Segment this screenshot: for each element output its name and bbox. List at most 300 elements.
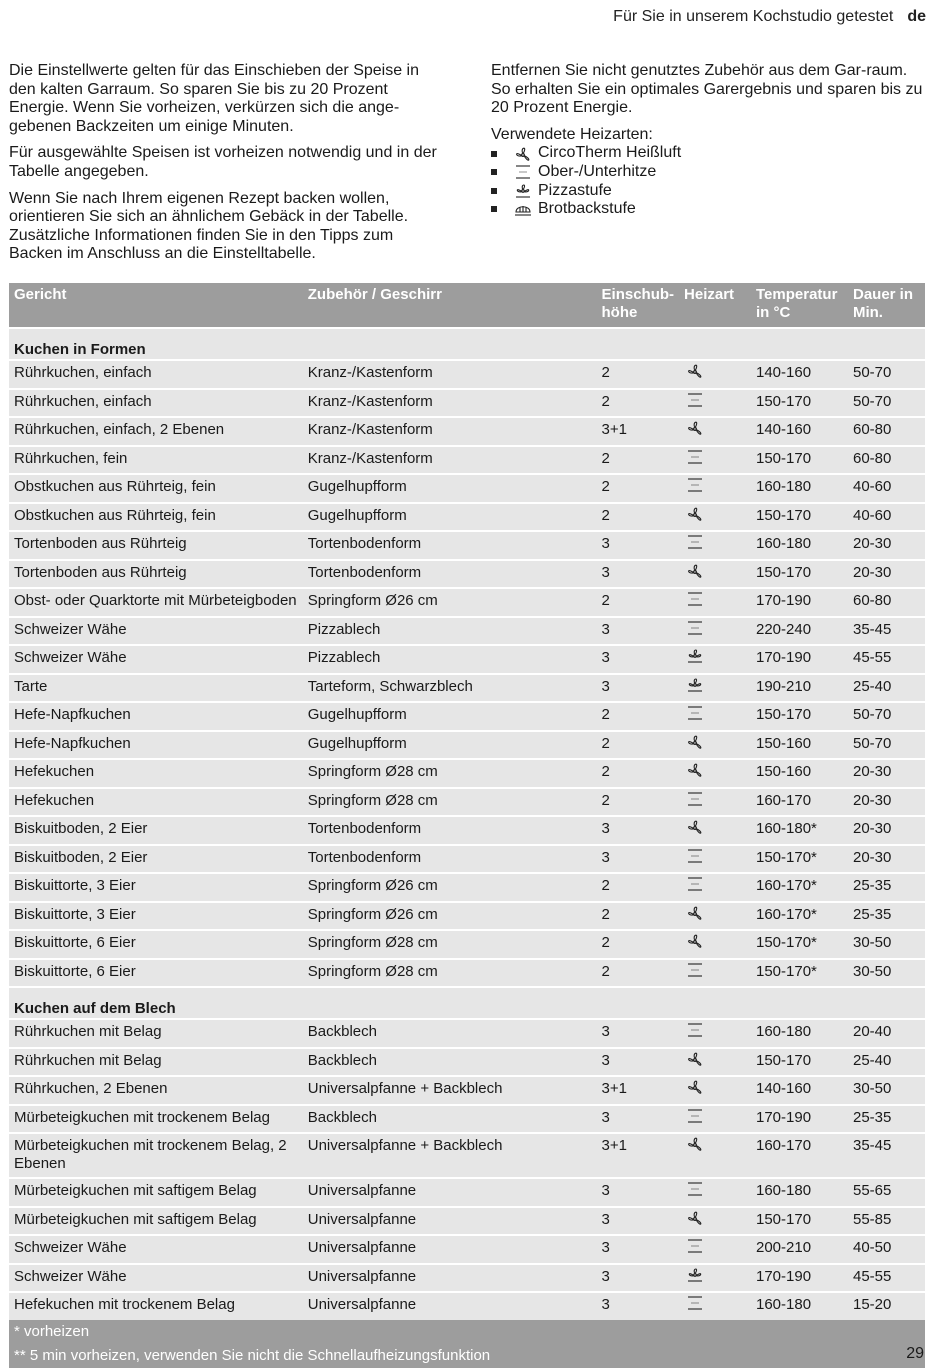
heating-cell	[679, 1019, 751, 1048]
duration-cell: 55-65	[848, 1178, 925, 1207]
temperature-cell: 150-170	[751, 1048, 848, 1077]
duration-cell: 25-35	[848, 873, 925, 902]
level-cell: 3	[597, 816, 680, 845]
accessory-cell: Tortenbodenform	[303, 560, 597, 589]
column-header-level: Einschub-höhe	[597, 283, 680, 328]
accessory-cell: Springform Ø26 cm	[303, 873, 597, 902]
duration-cell: 20-30	[848, 788, 925, 817]
accessory-cell: Springform Ø28 cm	[303, 930, 597, 959]
dish-cell: Hefekuchen	[9, 788, 303, 817]
duration-cell: 50-70	[848, 389, 925, 418]
level-cell: 3	[597, 845, 680, 874]
table-section-row	[9, 987, 925, 1019]
accessory-cell: Universalpfanne	[303, 1207, 597, 1236]
intro-paragraph: Wenn Sie nach Ihrem eigenen Rezept backen wollen, orientieren Sie sich an ähnlichem Gebäck in der Tabelle. Zusätzliche Informationen finden Sie in den Tipps zum Backen im Anschluss an die Einstelltabelle.	[9, 189, 409, 263]
accessory-cell: Backblech	[303, 1048, 597, 1077]
table-row	[9, 873, 925, 902]
temperature-cell: 150-170	[751, 503, 848, 532]
fan-icon	[684, 906, 704, 920]
temperature-cell: 200-210	[751, 1235, 848, 1264]
dish-cell: Biskuitboden, 2 Eier	[9, 816, 303, 845]
top-bottom-heat-icon	[684, 1296, 704, 1310]
duration-cell: 30-50	[848, 1076, 925, 1105]
level-cell: 2	[597, 702, 680, 731]
footnote-row	[9, 1320, 925, 1344]
table-row	[9, 930, 925, 959]
dish-cell: Hefe-Napfkuchen	[9, 702, 303, 731]
table-row	[9, 816, 925, 845]
accessory-cell: Universalpfanne	[303, 1292, 597, 1320]
intro-paragraph: Entfernen Sie nicht genutztes Zubehör aus dem Gar-raum. So erhalten Sie ein optimales Garergebnis und sparen bis zu 20 Prozent Energie.	[491, 62, 923, 117]
duration-cell: 35-45	[848, 1133, 925, 1178]
accessory-cell: Universalpfanne	[303, 1178, 597, 1207]
level-cell: 2	[597, 902, 680, 931]
heating-cell	[679, 702, 751, 731]
temperature-cell: 160-180*	[751, 816, 848, 845]
top-bottom-heat-icon	[684, 706, 704, 720]
duration-cell: 55-85	[848, 1207, 925, 1236]
dish-cell: Schweizer Wähe	[9, 645, 303, 674]
accessory-cell: Springform Ø26 cm	[303, 902, 597, 931]
duration-cell: 25-40	[848, 674, 925, 703]
fan-icon	[684, 934, 704, 948]
heating-types-title: Verwendete Heizarten:	[491, 125, 653, 143]
dish-cell: Tortenboden aus Rührteig	[9, 560, 303, 589]
level-cell: 3	[597, 1048, 680, 1077]
temperature-cell: 160-180	[751, 1292, 848, 1320]
accessory-cell: Kranz-/Kastenform	[303, 417, 597, 446]
duration-cell: 30-50	[848, 959, 925, 988]
duration-cell: 45-55	[848, 1264, 925, 1293]
level-cell: 2	[597, 731, 680, 760]
table-row	[9, 702, 925, 731]
duration-cell: 25-35	[848, 902, 925, 931]
fan-icon	[684, 1211, 704, 1225]
dish-cell: Biskuittorte, 6 Eier	[9, 959, 303, 988]
dish-cell: Rührkuchen, einfach	[9, 389, 303, 418]
temperature-cell: 150-170*	[751, 845, 848, 874]
table-row	[9, 788, 925, 817]
temperature-cell: 170-190	[751, 588, 848, 617]
bullet-icon	[491, 206, 497, 212]
duration-cell: 40-60	[848, 474, 925, 503]
heating-cell	[679, 1076, 751, 1105]
settings-table	[9, 283, 925, 1368]
table-header-row	[9, 283, 925, 328]
level-cell: 3	[597, 1019, 680, 1048]
table-row	[9, 503, 925, 532]
fan-icon	[684, 820, 704, 834]
temperature-cell: 220-240	[751, 617, 848, 646]
table-row	[9, 845, 925, 874]
heating-cell	[679, 1178, 751, 1207]
dish-cell: Obstkuchen aus Rührteig, fein	[9, 474, 303, 503]
temperature-cell: 150-170	[751, 702, 848, 731]
footnote: ** 5 min vorheizen, verwenden Sie nicht die Schnellaufheizungsfunktion	[9, 1344, 925, 1368]
heating-type-label: Brotbackstufe	[538, 200, 636, 218]
heating-cell	[679, 873, 751, 902]
duration-cell: 35-45	[848, 617, 925, 646]
accessory-cell: Tortenbodenform	[303, 845, 597, 874]
level-cell: 2	[597, 959, 680, 988]
duration-cell: 20-30	[848, 560, 925, 589]
dish-cell: Rührkuchen mit Belag	[9, 1048, 303, 1077]
top-bottom-heat-icon	[684, 535, 704, 549]
heating-type-item	[491, 144, 931, 163]
level-cell: 2	[597, 873, 680, 902]
dish-cell: Schweizer Wähe	[9, 1235, 303, 1264]
dish-cell: Rührkuchen, einfach, 2 Ebenen	[9, 417, 303, 446]
table-row	[9, 1264, 925, 1293]
page-number: 29	[906, 1345, 924, 1362]
dish-cell: Biskuittorte, 6 Eier	[9, 930, 303, 959]
heating-cell	[679, 446, 751, 475]
table-row	[9, 617, 925, 646]
level-cell: 3	[597, 1178, 680, 1207]
dish-cell: Obst- oder Quarktorte mit Mürbeteigboden	[9, 588, 303, 617]
heating-cell	[679, 1264, 751, 1293]
temperature-cell: 140-160	[751, 360, 848, 389]
heating-type-item	[491, 200, 931, 219]
heating-cell	[679, 1105, 751, 1134]
level-cell: 2	[597, 503, 680, 532]
top-bottom-heat-icon	[684, 877, 704, 891]
level-cell: 3	[597, 1264, 680, 1293]
footnote-row	[9, 1344, 925, 1368]
duration-cell: 40-60	[848, 503, 925, 532]
temperature-cell: 190-210	[751, 674, 848, 703]
temperature-cell: 150-160	[751, 759, 848, 788]
table-row	[9, 389, 925, 418]
dish-cell: Mürbeteigkuchen mit saftigem Belag	[9, 1207, 303, 1236]
level-cell: 3	[597, 645, 680, 674]
top-bottom-heat-icon	[684, 450, 704, 464]
duration-cell: 60-80	[848, 446, 925, 475]
duration-cell: 60-80	[848, 588, 925, 617]
fan-icon	[684, 1137, 704, 1151]
dish-cell: Mürbeteigkuchen mit trockenem Belag	[9, 1105, 303, 1134]
duration-cell: 20-30	[848, 845, 925, 874]
duration-cell: 30-50	[848, 930, 925, 959]
dish-cell: Rührkuchen, fein	[9, 446, 303, 475]
table-row	[9, 446, 925, 475]
level-cell: 3	[597, 560, 680, 589]
top-bottom-heat-icon	[684, 592, 704, 606]
heating-cell	[679, 503, 751, 532]
duration-cell: 20-30	[848, 531, 925, 560]
duration-cell: 25-35	[848, 1105, 925, 1134]
level-cell: 2	[597, 930, 680, 959]
bullet-icon	[491, 188, 497, 194]
level-cell: 3	[597, 1235, 680, 1264]
accessory-cell: Tarteform, Schwarzblech	[303, 674, 597, 703]
heating-cell	[679, 617, 751, 646]
top-bottom-heat-icon	[684, 963, 704, 977]
heating-cell	[679, 1292, 751, 1320]
pizza-icon	[684, 678, 704, 692]
duration-cell: 50-70	[848, 731, 925, 760]
heating-cell	[679, 560, 751, 589]
table-row	[9, 1178, 925, 1207]
column-header-temperature: Temperatur in °C	[751, 283, 848, 328]
table-row	[9, 731, 925, 760]
accessory-cell: Springform Ø28 cm	[303, 788, 597, 817]
heating-type-item	[491, 182, 931, 201]
heating-cell	[679, 759, 751, 788]
accessory-cell: Backblech	[303, 1019, 597, 1048]
fan-icon	[684, 763, 704, 777]
dish-cell: Obstkuchen aus Rührteig, fein	[9, 503, 303, 532]
accessory-cell: Pizzablech	[303, 645, 597, 674]
level-cell: 2	[597, 360, 680, 389]
duration-cell: 50-70	[848, 702, 925, 731]
pizza-icon	[514, 184, 532, 198]
top-bottom-heat-icon	[684, 1239, 704, 1253]
duration-cell: 20-40	[848, 1019, 925, 1048]
heating-cell	[679, 474, 751, 503]
fan-icon	[514, 147, 532, 161]
level-cell: 3	[597, 1207, 680, 1236]
heating-cell	[679, 816, 751, 845]
table-row	[9, 531, 925, 560]
table-row	[9, 588, 925, 617]
temperature-cell: 160-180	[751, 531, 848, 560]
fan-icon	[684, 421, 704, 435]
table-section-row	[9, 328, 925, 360]
bullet-icon	[491, 151, 497, 157]
intro-paragraph: Die Einstellwerte gelten für das Einschieben der Speise in den kalten Garraum. So sparen Sie bis zu 20 Prozent Energie. Wenn Sie vorheizen, verkürzen sich die ange-gebenen Backzeiten um einige Minuten.	[9, 62, 420, 135]
accessory-cell: Tortenbodenform	[303, 816, 597, 845]
level-cell: 3	[597, 617, 680, 646]
intro-right-column	[491, 62, 931, 219]
table-row	[9, 474, 925, 503]
temperature-cell: 160-180	[751, 1019, 848, 1048]
temperature-cell: 160-170	[751, 788, 848, 817]
table-row	[9, 674, 925, 703]
top-bottom-heat-icon	[684, 1109, 704, 1123]
dish-cell: Hefe-Napfkuchen	[9, 731, 303, 760]
level-cell: 3+1	[597, 1076, 680, 1105]
accessory-cell: Universalpfanne	[303, 1264, 597, 1293]
header-title: Für Sie in unserem Kochstudio getestet	[613, 8, 894, 25]
accessory-cell: Gugelhupfform	[303, 731, 597, 760]
temperature-cell: 160-170*	[751, 873, 848, 902]
duration-cell: 45-55	[848, 645, 925, 674]
heating-cell	[679, 1207, 751, 1236]
section-title: Kuchen auf dem Blech	[9, 987, 925, 1019]
fan-icon	[684, 364, 704, 378]
temperature-cell: 170-190	[751, 645, 848, 674]
column-header-heating: Heizart	[679, 283, 751, 328]
table-row	[9, 417, 925, 446]
temperature-cell: 150-170	[751, 446, 848, 475]
heating-cell	[679, 930, 751, 959]
level-cell: 2	[597, 759, 680, 788]
accessory-cell: Tortenbodenform	[303, 531, 597, 560]
temperature-cell: 140-160	[751, 1076, 848, 1105]
duration-cell: 20-30	[848, 816, 925, 845]
column-header-accessory: Zubehör / Geschirr	[303, 283, 597, 328]
temperature-cell: 150-170*	[751, 930, 848, 959]
top-bottom-heat-icon	[684, 1023, 704, 1037]
dish-cell: Mürbeteigkuchen mit saftigem Belag	[9, 1178, 303, 1207]
fan-icon	[684, 1052, 704, 1066]
accessory-cell: Universalpfanne + Backblech	[303, 1076, 597, 1105]
table-row	[9, 1105, 925, 1134]
table-row	[9, 1076, 925, 1105]
table-row	[9, 1292, 925, 1320]
temperature-cell: 150-170	[751, 1207, 848, 1236]
level-cell: 3	[597, 674, 680, 703]
level-cell: 2	[597, 446, 680, 475]
temperature-cell: 150-170	[751, 389, 848, 418]
table-row	[9, 560, 925, 589]
level-cell: 3+1	[597, 417, 680, 446]
top-bottom-heat-icon	[684, 478, 704, 492]
accessory-cell: Gugelhupfform	[303, 702, 597, 731]
footnote: * vorheizen	[9, 1320, 925, 1344]
heating-cell	[679, 845, 751, 874]
page-header	[613, 8, 926, 26]
table-row	[9, 959, 925, 988]
top-bottom-heat-icon	[684, 1182, 704, 1196]
temperature-cell: 160-170	[751, 1133, 848, 1178]
heating-type-label: Pizzastufe	[538, 181, 612, 199]
heating-cell	[679, 902, 751, 931]
temperature-cell: 170-190	[751, 1264, 848, 1293]
pizza-icon	[684, 649, 704, 663]
language-code: de	[907, 8, 926, 25]
heating-cell	[679, 674, 751, 703]
fan-icon	[684, 735, 704, 749]
level-cell: 3	[597, 1105, 680, 1134]
table-row	[9, 1207, 925, 1236]
dish-cell: Biskuittorte, 3 Eier	[9, 873, 303, 902]
accessory-cell: Kranz-/Kastenform	[303, 360, 597, 389]
fan-icon	[684, 564, 704, 578]
accessory-cell: Springform Ø26 cm	[303, 588, 597, 617]
heating-cell	[679, 588, 751, 617]
table-row	[9, 1235, 925, 1264]
heating-type-label: CircoTherm Heißluft	[538, 144, 682, 162]
bread-icon	[514, 202, 532, 216]
column-header-duration: Dauer in Min.	[848, 283, 925, 328]
table-row	[9, 1048, 925, 1077]
dish-cell: Rührkuchen, einfach	[9, 360, 303, 389]
heating-cell	[679, 1048, 751, 1077]
table-row	[9, 902, 925, 931]
accessory-cell: Gugelhupfform	[303, 503, 597, 532]
heating-cell	[679, 731, 751, 760]
accessory-cell: Pizzablech	[303, 617, 597, 646]
dish-cell: Rührkuchen, 2 Ebenen	[9, 1076, 303, 1105]
intro-left-column	[9, 62, 449, 272]
temperature-cell: 140-160	[751, 417, 848, 446]
dish-cell: Tarte	[9, 674, 303, 703]
top-bottom-heat-icon	[684, 621, 704, 635]
top-bottom-heat-icon	[684, 849, 704, 863]
heating-cell	[679, 788, 751, 817]
fan-icon	[684, 1080, 704, 1094]
section-title: Kuchen in Formen	[9, 328, 925, 360]
temperature-cell: 160-180	[751, 1178, 848, 1207]
table-row	[9, 1019, 925, 1048]
table-body	[9, 328, 925, 1320]
duration-cell: 50-70	[848, 360, 925, 389]
level-cell: 2	[597, 588, 680, 617]
pizza-icon	[684, 1268, 704, 1282]
accessory-cell: Universalpfanne + Backblech	[303, 1133, 597, 1178]
temperature-cell: 150-170	[751, 560, 848, 589]
dish-cell: Biskuitboden, 2 Eier	[9, 845, 303, 874]
heating-cell	[679, 417, 751, 446]
intro-paragraph: Für ausgewählte Speisen ist vorheizen notwendig und in der Tabelle angegeben.	[9, 144, 437, 180]
heating-cell	[679, 959, 751, 988]
accessory-cell: Universalpfanne	[303, 1235, 597, 1264]
top-bottom-heat-icon	[514, 165, 532, 179]
fan-icon	[684, 507, 704, 521]
dish-cell: Rührkuchen mit Belag	[9, 1019, 303, 1048]
dish-cell: Tortenboden aus Rührteig	[9, 531, 303, 560]
duration-cell: 15-20	[848, 1292, 925, 1320]
accessory-cell: Backblech	[303, 1105, 597, 1134]
level-cell: 3	[597, 1292, 680, 1320]
heating-cell	[679, 360, 751, 389]
dish-cell: Biskuittorte, 3 Eier	[9, 902, 303, 931]
level-cell: 3	[597, 531, 680, 560]
dish-cell: Hefekuchen	[9, 759, 303, 788]
accessory-cell: Springform Ø28 cm	[303, 759, 597, 788]
table-row	[9, 759, 925, 788]
temperature-cell: 160-180	[751, 474, 848, 503]
heating-types-list	[491, 144, 931, 218]
temperature-cell: 160-170*	[751, 902, 848, 931]
duration-cell: 25-40	[848, 1048, 925, 1077]
accessory-cell: Gugelhupfform	[303, 474, 597, 503]
temperature-cell: 170-190	[751, 1105, 848, 1134]
accessory-cell: Kranz-/Kastenform	[303, 446, 597, 475]
accessory-cell: Springform Ø28 cm	[303, 959, 597, 988]
duration-cell: 20-30	[848, 759, 925, 788]
temperature-cell: 150-170*	[751, 959, 848, 988]
accessory-cell: Kranz-/Kastenform	[303, 389, 597, 418]
level-cell: 2	[597, 389, 680, 418]
temperature-cell: 150-160	[751, 731, 848, 760]
table-row	[9, 1133, 925, 1178]
top-bottom-heat-icon	[684, 792, 704, 806]
dish-cell: Schweizer Wähe	[9, 617, 303, 646]
dish-cell: Mürbeteigkuchen mit trockenem Belag, 2 Ebenen	[9, 1133, 303, 1178]
bullet-icon	[491, 169, 497, 175]
heating-cell	[679, 1133, 751, 1178]
heating-cell	[679, 531, 751, 560]
heating-type-item	[491, 163, 931, 182]
dish-cell: Hefekuchen mit trockenem Belag	[9, 1292, 303, 1320]
level-cell: 3+1	[597, 1133, 680, 1178]
dish-cell: Schweizer Wähe	[9, 1264, 303, 1293]
level-cell: 2	[597, 474, 680, 503]
heating-cell	[679, 389, 751, 418]
table-row	[9, 645, 925, 674]
column-header-dish: Gericht	[9, 283, 303, 328]
heating-type-label: Ober-/Unterhitze	[538, 162, 657, 180]
heating-cell	[679, 645, 751, 674]
heating-cell	[679, 1235, 751, 1264]
top-bottom-heat-icon	[684, 393, 704, 407]
level-cell: 2	[597, 788, 680, 817]
duration-cell: 60-80	[848, 417, 925, 446]
duration-cell: 40-50	[848, 1235, 925, 1264]
